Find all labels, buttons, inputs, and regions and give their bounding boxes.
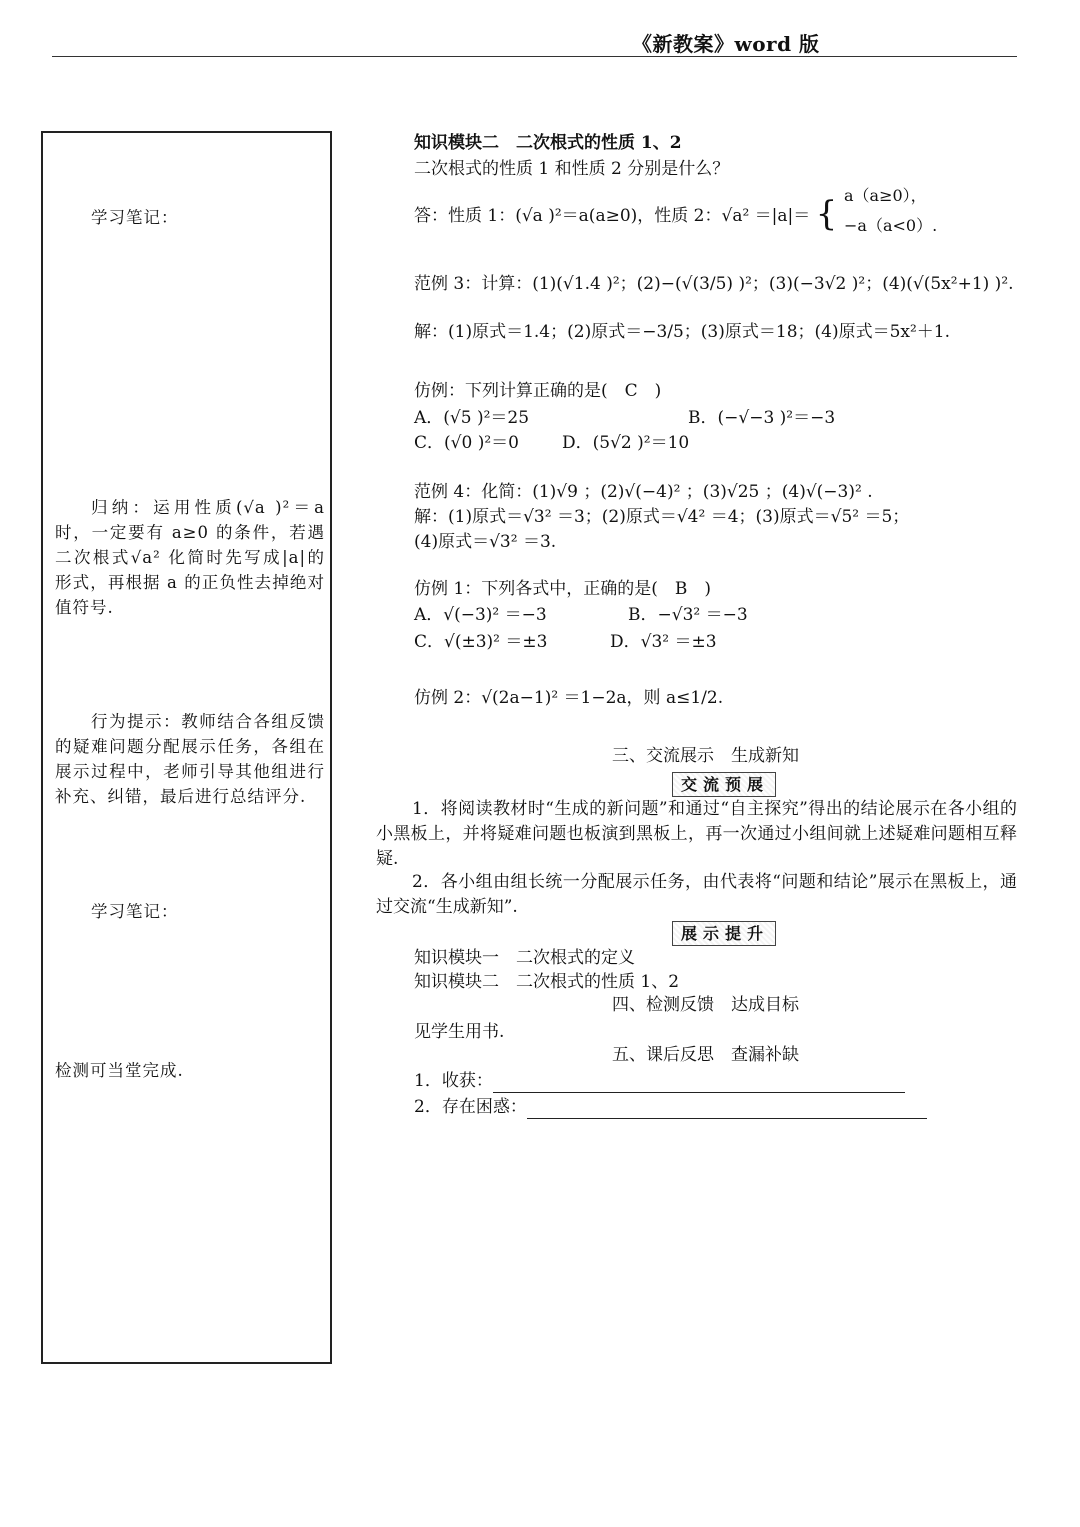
example4-problem: 范例 4：化简：(1)√9 ；(2)√(−4)² ；(3)√25 ；(4)√(−3)² . (414, 482, 873, 502)
module2-answer (414, 194, 838, 234)
section3-para-2: 2．各小组由组长统一分配展示任务，由代表将“问题和结论”展示在黑板上，通过交流“生成新知”. (376, 872, 1017, 917)
practice-option-d: D．(5√2 )²＝10 (562, 433, 690, 453)
check-note: 检测可当堂完成. (55, 1061, 184, 1080)
gain-blank[interactable] (493, 1074, 905, 1093)
section4-title: 四、检测反馈 达成目标 (612, 995, 799, 1015)
section4-text: 见学生用书. (414, 1022, 505, 1042)
study-notes-label-2: 学习笔记： (91, 902, 179, 921)
practice1-prompt: 仿例 1：下列各式中，正确的是( B ) (414, 579, 711, 599)
brace-icon: { (815, 194, 838, 234)
example4-solution-1: 解：(1)原式＝√3² ＝3；(2)原式＝√4² ＝4；(3)原式＝√5² ＝5； (414, 507, 910, 527)
practice1-option-a: A．√(−3)² ＝−3 (414, 605, 547, 625)
practice2-text: 仿例 2：√(2a−1)² ＝1−2a，则 a≤1/2. (414, 688, 724, 708)
header-rule (52, 56, 1017, 57)
module2-heading: 知识模块二 二次根式的性质 1、2 (414, 133, 682, 153)
practice-option-c: C．(√0 )²＝0 (414, 433, 519, 453)
confusion-blank[interactable] (527, 1100, 927, 1119)
study-notes-label: 学习笔记： (91, 208, 179, 227)
example4-solution-2: (4)原式＝√3² ＝3. (414, 532, 557, 552)
confusion-label: 2．存在困惑： (414, 1097, 527, 1117)
teacher-hint: 行为提示：教师结合各组反馈的疑难问题分配展示任务，各组在展示过程中，老师引导其他组进行补充、纠错，最后进行总结评分. (55, 712, 325, 806)
header-title: 《新教案》word 版 (632, 32, 820, 56)
gain-line (414, 1069, 905, 1093)
case-1: a（a≥0）， (844, 186, 927, 205)
gain-label: 1．收获： (414, 1071, 493, 1091)
case-2: −a（a<0）. (844, 216, 938, 235)
example3-problem: 范例 3：计算：(1)(√1.4 )²；(2)−(√(3/5) )²；(3)(−3√2 )²；(4)(√(5x²+1) )². (414, 274, 1014, 294)
stamp-exchange-preview: 交流预展 (672, 772, 776, 797)
practice1-option-d: D．√3² ＝±3 (610, 632, 717, 652)
practice-option-b: B．(−√−3 )²＝−3 (688, 408, 836, 428)
module-1-line: 知识模块一 二次根式的定义 (414, 948, 635, 968)
practice-option-a: A．(√5 )²＝25 (414, 408, 530, 428)
practice1-option-c: C．√(±3)² ＝±3 (414, 632, 548, 652)
sidebar-notes-box (41, 131, 332, 1364)
stamp-show-improve: 展示提升 (672, 921, 776, 946)
section5-title: 五、课后反思 查漏补缺 (612, 1045, 799, 1065)
confusion-line (414, 1095, 927, 1119)
summary-note: 归纳：运用性质(√a )²＝a 时，一定要有 a≥0 的条件，若遇二次根式√a² 化简时先写成|a|的形式，再根据 a 的正负性去掉绝对值符号. (55, 498, 325, 617)
page-header (0, 22, 1080, 62)
example3-solution: 解：(1)原式＝1.4；(2)原式＝−3/5；(3)原式＝18；(4)原式＝5x²＋1. (414, 322, 951, 342)
module2-question: 二次根式的性质 1 和性质 2 分别是什么？ (414, 159, 730, 179)
section3-para-1: 1．将阅读教材时“生成的新问题”和通过“自主探究”得出的结论展示在各小组的小黑板上，并将疑难问题也板演到黑板上，再一次通过小组间就上述疑难问题相互释疑. (376, 799, 1017, 869)
answer-text: 答：性质 1：(√a )²＝a(a≥0)，性质 2：√a² ＝|a|＝ (414, 206, 811, 226)
practice-prompt: 仿例：下列计算正确的是( C ) (414, 381, 662, 401)
practice1-option-b: B．−√3² ＝−3 (628, 605, 748, 625)
module-2-line: 知识模块二 二次根式的性质 1、2 (414, 972, 680, 992)
section3-title: 三、交流展示 生成新知 (612, 746, 799, 766)
